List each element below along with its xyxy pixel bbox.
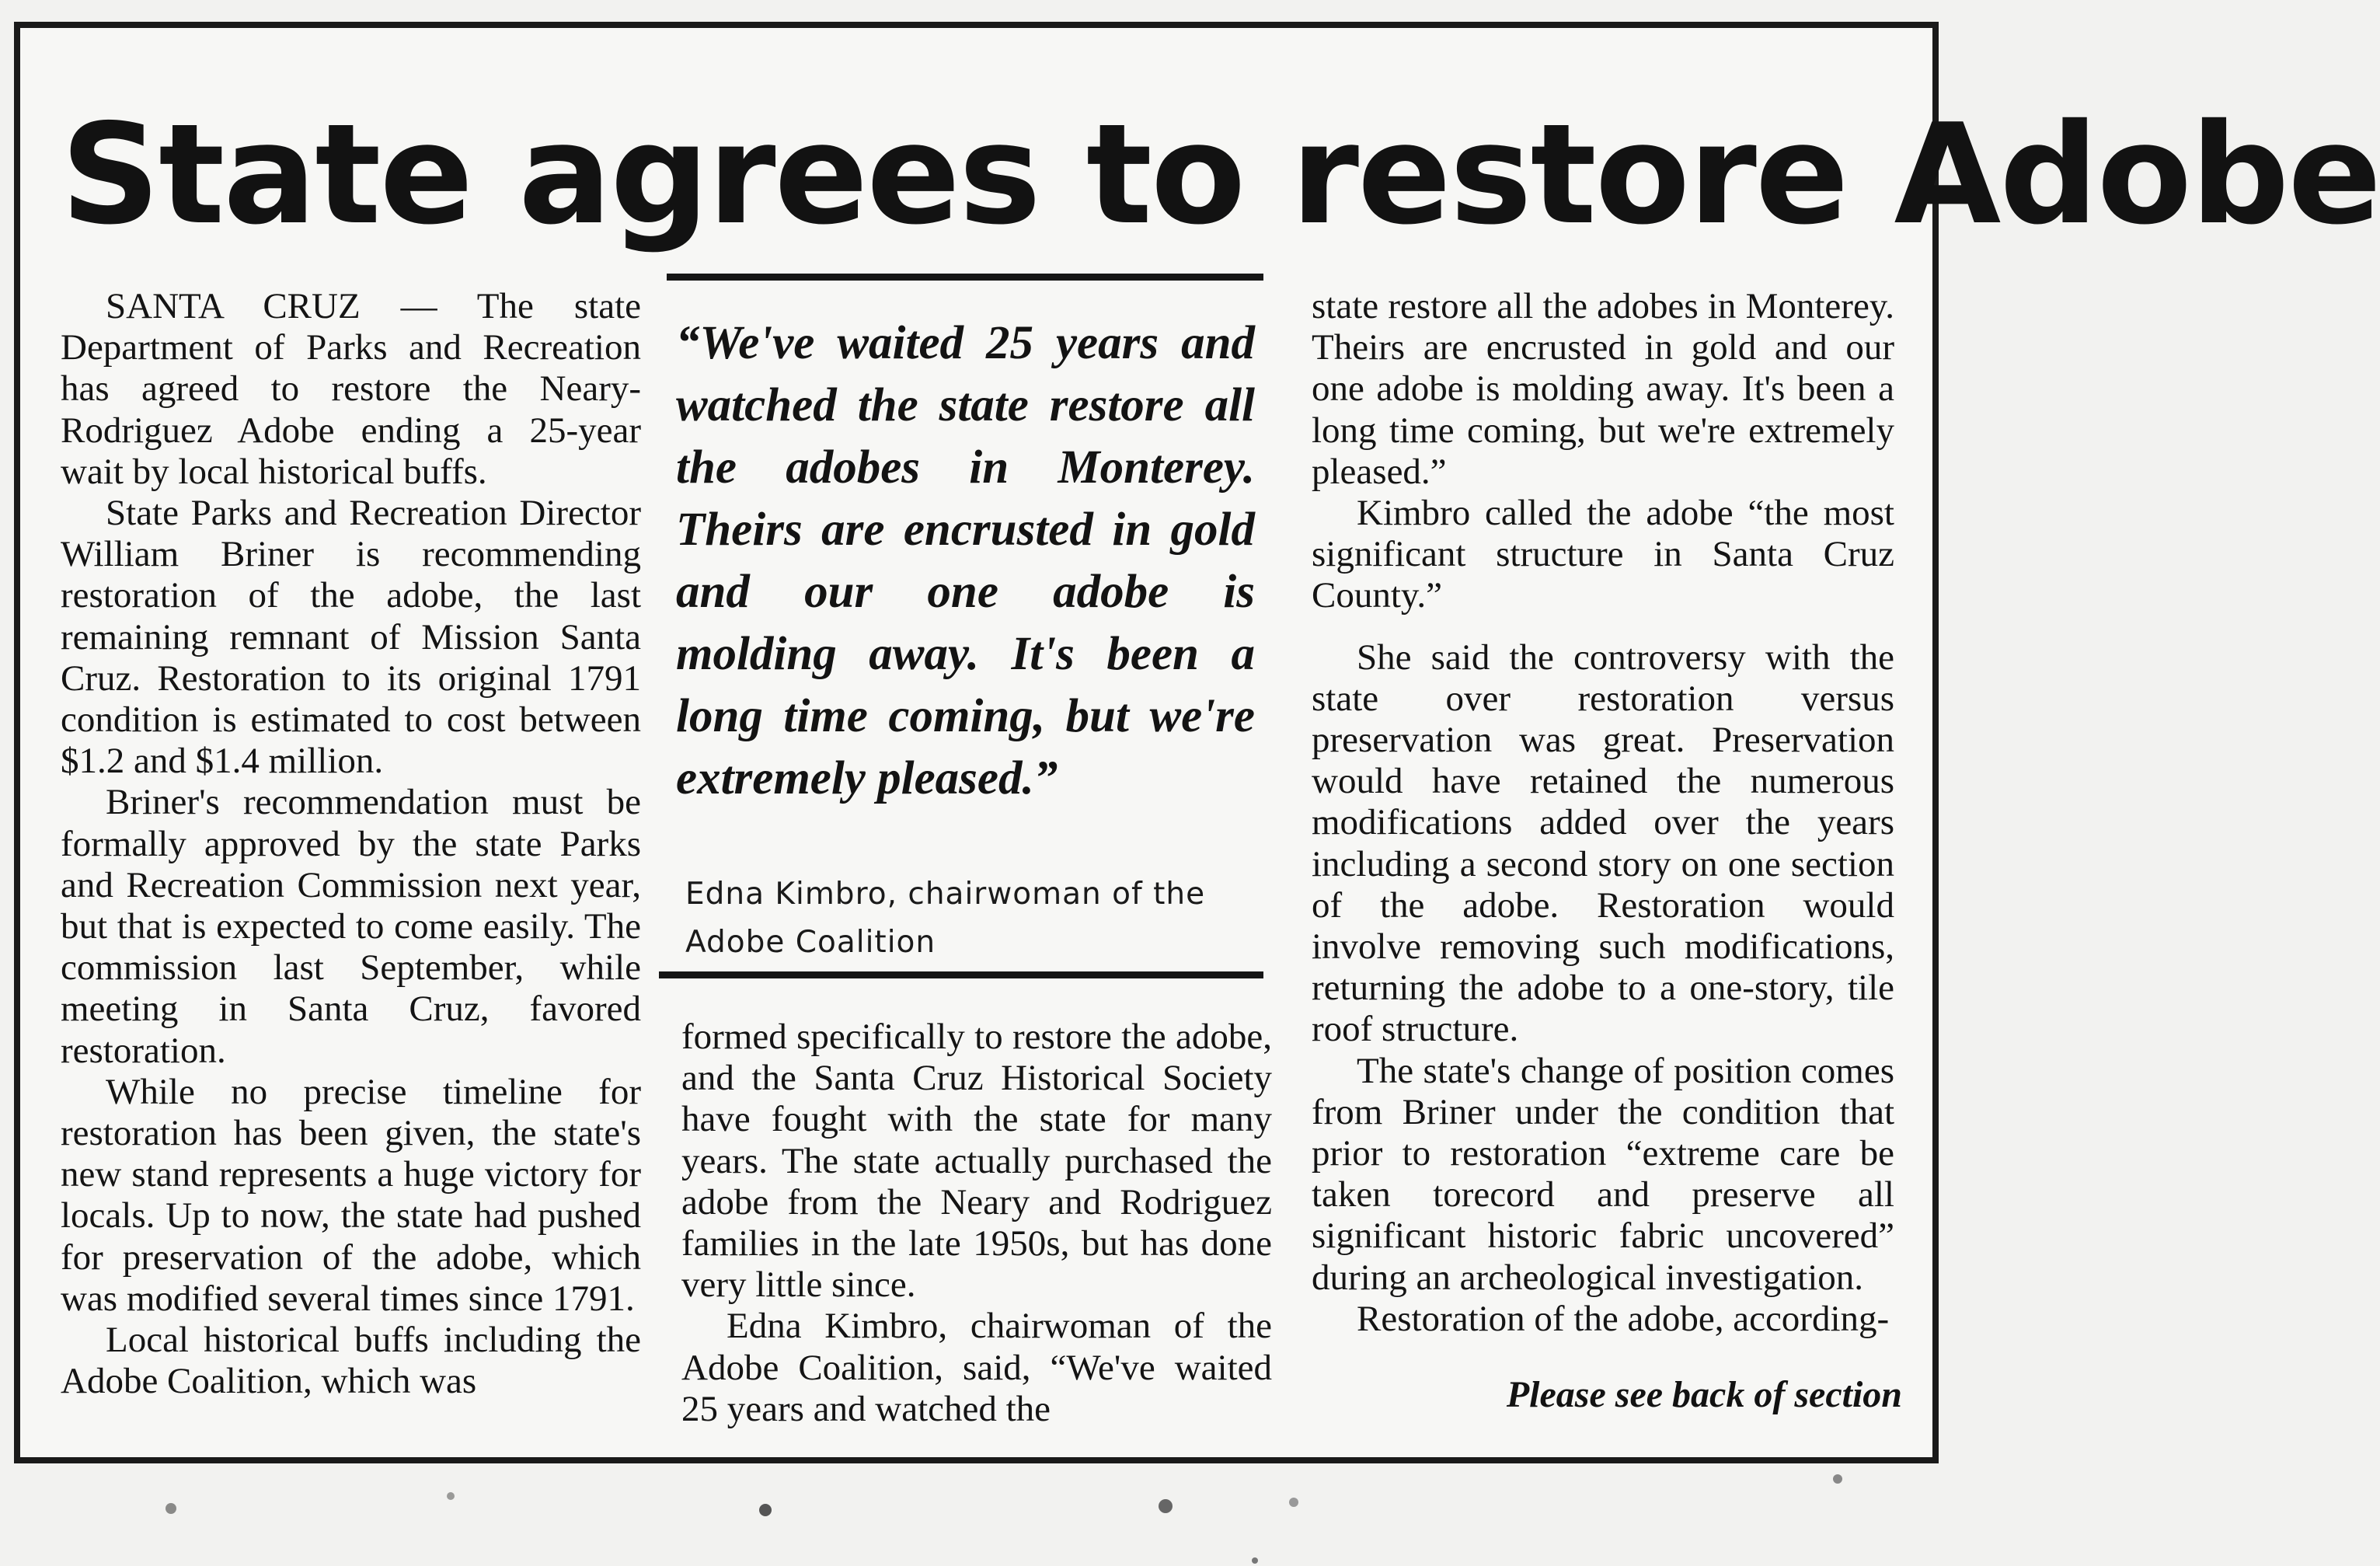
article-paragraph: SANTA CRUZ — The state Department of Parks and Recreation has agreed to restore the Neary-Rodriguez Adobe ending a 25-year wait by local historical buffs. [61,286,641,492]
column-middle [681,1017,1272,1430]
paper-specks [0,1463,1943,1566]
article-paragraph: Local historical buffs including the Adobe Coalition, which was [61,1320,641,1402]
ink-speck [1289,1498,1298,1507]
column-left [61,286,641,1402]
article-paragraph: Kimbro called the adobe “the most significant structure in Santa Cruz County.” [1312,493,1894,616]
article-paragraph: She said the controversy with the state over restoration versus preservation was great. Preservation would have retained the numerous modifications added over the years including a second story on one section of the adobe. Restoration would involve removing such modifications, returning the adobe to a one-story, tile roof structure. [1312,637,1894,1050]
ink-speck [166,1503,176,1514]
article-paragraph: Restoration of the adobe, according- [1357,1298,1890,1339]
article-paragraph: formed specifically to restore the adobe, and the Santa Cruz Historical Society have fought with the state for many years. The state actually purchased the adobe from the Neary and Rodriguez families in the late 1950s, but has done very little since. [681,1017,1272,1306]
article-paragraph: state restore all the adobes in Monterey. Theirs are encrusted in gold and our one adobe is molding away. It's been a long time coming, but we're extremely pleased.” [1312,286,1894,492]
pull-quote: “We've waited 25 years and watched the state restore all the adobes in Monterey. Theirs are encrusted in gold and our one adobe is molding away. It's been a long time coming, but we're extremely pleased.” [676,317,1255,804]
ink-speck [1833,1474,1842,1484]
ink-speck [1252,1557,1258,1564]
ink-speck [1159,1499,1173,1513]
article-paragraph: State Parks and Recreation Director William Briner is recommending restoration of the adobe, the last remaining remnant of Mission Santa Cruz. Restoration to its original 1791 condition is estimated to cost between $1.2 and $1.4 million. [61,493,641,782]
pull-quote-attribution: Edna Kimbro, chairwoman of the Adobe Coalition [685,877,1206,960]
continuation-note: Please see back of section [1506,1374,1902,1415]
article-paragraph: The state's change of position comes from Briner under the condition that prior to restoration “extreme care be taken torecord and preserve all significant historic fabric uncovered” during an archeological investigation. [1312,1050,1894,1298]
article-paragraph: While no precise timeline for restoration has been given, the state's new stand represents a huge victory for locals. Up to now, the state had pushed for preservation of the adobe, which was modified several times since 1791. [61,1071,641,1319]
pull-quote-bottom-rule [659,971,1263,978]
headline: State agrees to restore Adobe [61,94,2380,255]
column-right [1312,286,1894,1340]
article-paragraph: Briner's recommendation must be formally approved by the state Parks and Recreation Commission next year, but that is expected to come easily. The commission last September, while meeting in Santa Cruz, favored restoration. [61,782,641,1071]
ink-speck [447,1492,455,1500]
ink-speck [759,1504,772,1516]
article-paragraph: Edna Kimbro, chairwoman of the Adobe Coalition, said, “We've waited 25 years and watched the [681,1306,1272,1429]
pull-quote-top-rule [667,274,1263,281]
